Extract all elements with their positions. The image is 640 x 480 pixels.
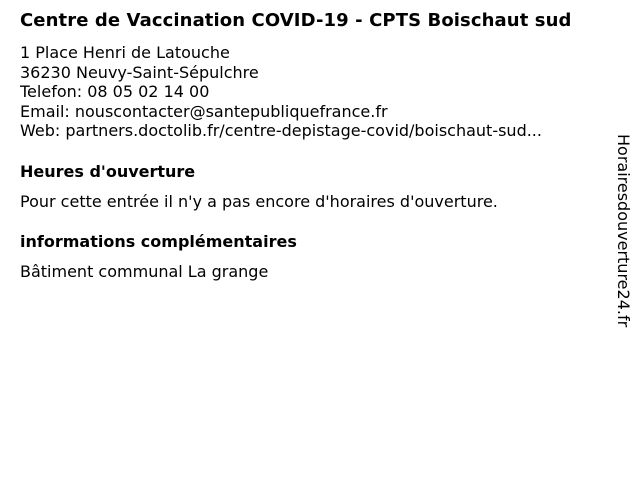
address-line-2: 36230 Neuvy-Saint-Sépulchre [20,62,259,82]
site-watermark: Horairesdouverture24.fr [614,134,633,328]
contact-details [20,43,605,141]
phone-line[interactable]: Telefon: 08 05 02 14 00 [20,82,210,101]
main-content [20,0,605,282]
web-line[interactable]: Web: partners.doctolib.fr/centre-depistage-covid/boischaut-sud... [20,121,542,140]
additional-info-heading: informations complémentaires [20,231,297,251]
opening-hours-heading: Heures d'ouverture [20,161,196,181]
opening-hours-text: Pour cette entrée il n'y a pas encore d'horaires d'ouverture. [20,191,498,211]
additional-info-text: Bâtiment communal La grange [20,261,269,281]
email-line[interactable]: Email: nouscontacter@santepubliquefrance.fr [20,101,388,121]
address-line-1: 1 Place Henri de Latouche [20,43,230,62]
page-title: Centre de Vaccination COVID-19 - CPTS Boischaut sud [20,10,572,31]
